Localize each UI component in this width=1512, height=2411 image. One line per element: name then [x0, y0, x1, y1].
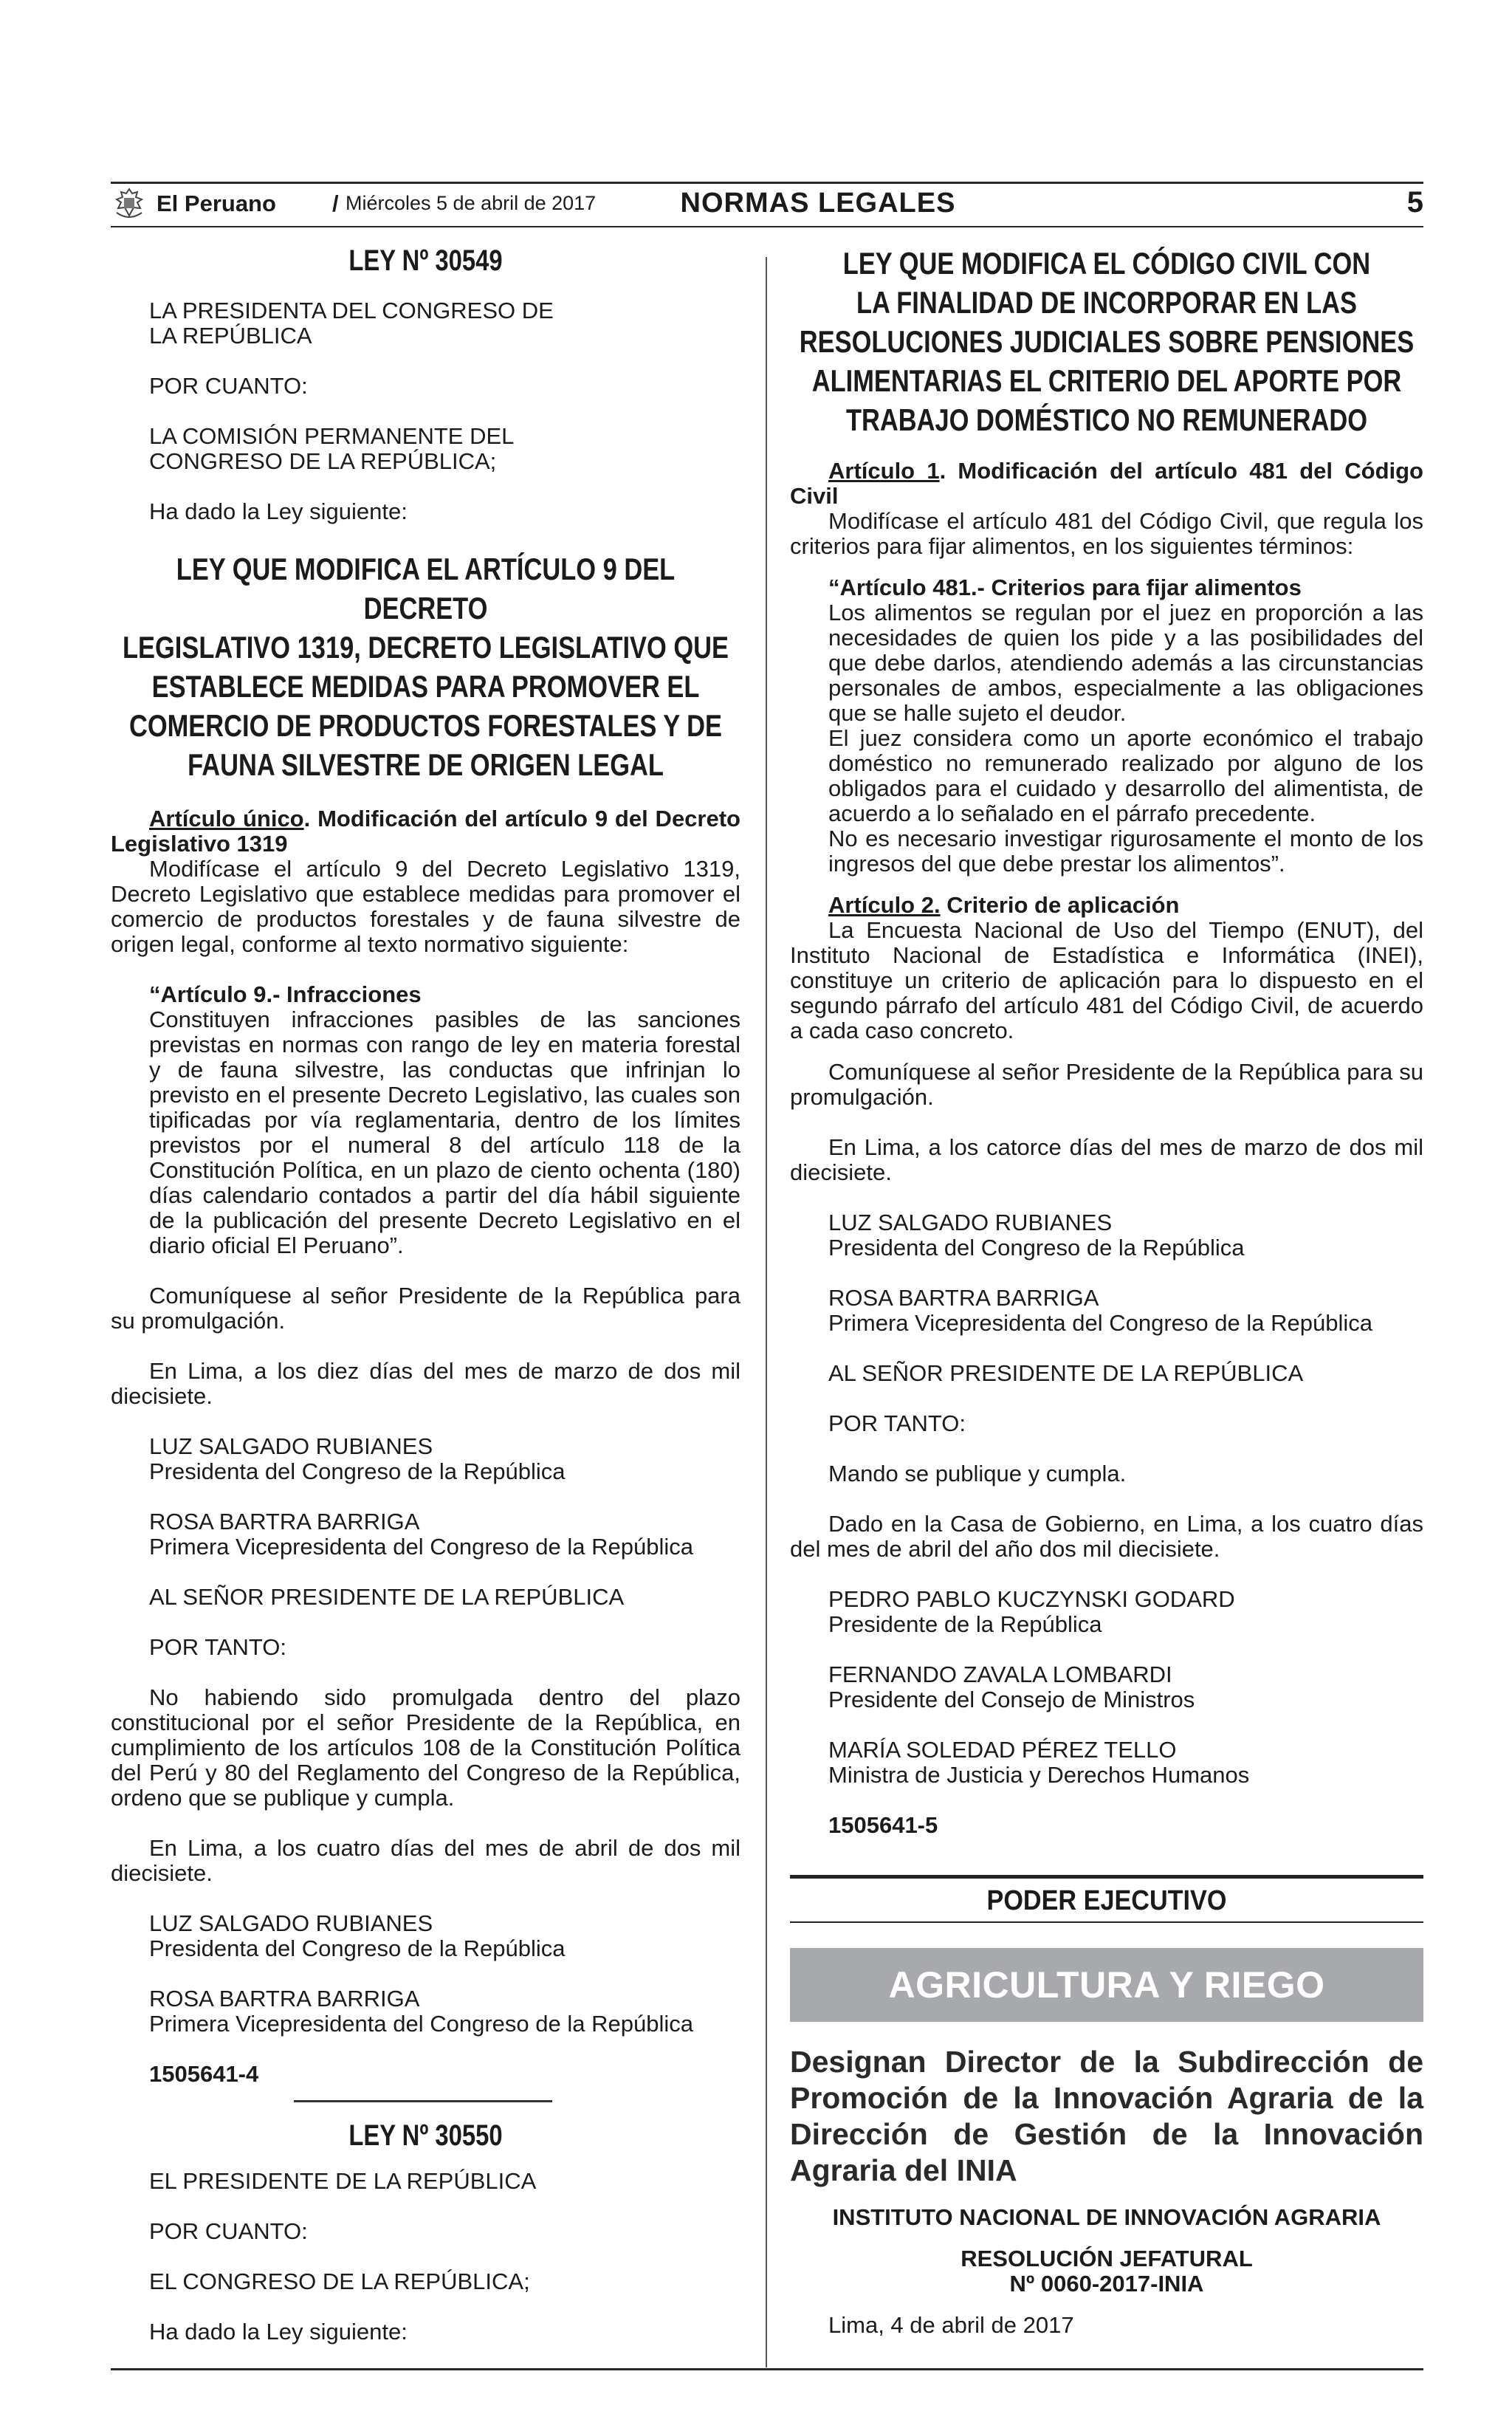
poder-ejecutivo-heading: PODER EJECUTIVO	[986, 1885, 1227, 1916]
law-title-line: TRABAJO DOMÉSTICO NO REMUNERADO	[845, 402, 1368, 437]
signatory-name: FERNANDO ZAVALA LOMBARDI	[828, 1661, 1172, 1687]
signatory-name: ROSA BARTRA BARRIGA	[149, 1986, 420, 2012]
article-label: Artículo único	[149, 806, 304, 831]
law-title-line: COMERCIO DE PRODUCTOS FORESTALES Y DE	[128, 708, 723, 743]
left-column	[111, 244, 740, 2345]
issue-date: Miércoles 5 de abril de 2017	[346, 192, 597, 214]
article-2-label: Artículo 2.	[828, 892, 941, 918]
presidenta-line-2: LA REPÚBLICA	[149, 323, 312, 349]
signatory-title: Presidenta del Congreso de la República	[149, 1935, 566, 1961]
en-lima-date: En Lima, a los cuatro días del mes de abril de dos mil diecisiete.	[111, 1835, 740, 1886]
law-title	[113, 549, 738, 784]
article-heading-text: . Modificación del artículo 9 del Decreto Legislativo 1319	[111, 806, 740, 857]
signatory-title: Ministra de Justicia y Derechos Humanos	[828, 1762, 1250, 1788]
quote-heading: “Artículo 9.- Infracciones	[149, 981, 422, 1007]
header-top-rule	[111, 182, 1423, 184]
quote-paragraph: El juez considera como un aporte económico el trabajo doméstico no remunerado realizado por alguno de los obligados para el cuidado y desarrollo del alimentista, de acuerdo a lo señalado en el párrafo precedente.	[828, 725, 1423, 826]
column-divider	[766, 257, 767, 2367]
por-tanto: POR TANTO:	[828, 1410, 966, 1436]
institute-name: INSTITUTO NACIONAL DE INNOVACIÓN AGRARIA	[832, 2204, 1381, 2230]
comuniquese: Comuníquese al señor Presidente de la República para su promulgación.	[111, 1283, 740, 1334]
article-1-body: Modifícase el artículo 481 del Código Civil, que regula los criterios para fijar alimentos, en los siguientes términos:	[790, 508, 1423, 559]
right-column	[790, 244, 1423, 2338]
comision-line-2: CONGRESO DE LA REPÚBLICA;	[149, 448, 497, 474]
resolution-type: RESOLUCIÓN JEFATURAL	[961, 2246, 1253, 2271]
signatory-title: Presidenta del Congreso de la República	[828, 1235, 1245, 1261]
resolution-title: Designan Director de la Subdirección de Promoción de la Innovación Agraria de la Dirección de Gestión de la Innovación Agraria del INIA	[790, 2045, 1423, 2187]
law-title-line: LEGISLATIVO 1319, DECRETO LEGISLATIVO QUE	[123, 630, 729, 665]
en-lima-date: En Lima, a los diez días del mes de marzo de dos mil diecisiete.	[111, 1358, 740, 1409]
header-slash: /	[332, 191, 339, 216]
law-title-line: LA FINALIDAD DE INCORPORAR EN LAS	[856, 285, 1357, 320]
signatory-name: LUZ SALGADO RUBIANES	[149, 1910, 433, 1936]
congreso-line: EL CONGRESO DE LA REPÚBLICA;	[149, 2268, 530, 2294]
law-title-line: LEY QUE MODIFICA EL ARTÍCULO 9 DEL DECRETO	[176, 552, 676, 625]
signatory-title: Presidente del Consejo de Ministros	[828, 1687, 1195, 1712]
presidenta-line-1: LA PRESIDENTA DEL CONGRESO DE	[149, 298, 554, 323]
law-number-30549: LEY Nº 30549	[348, 244, 503, 277]
en-lima-date: En Lima, a los catorce días del mes de marzo de dos mil diecisiete.	[790, 1134, 1423, 1185]
dado-en-casa-de-gobierno: Dado en la Casa de Gobierno, en Lima, a los cuatro días del mes de abril del año dos mil diecisiete.	[790, 1511, 1423, 1562]
quote-paragraph: Los alimentos se regulan por el juez en proporción a las necesidades de quien los pide y a las posibilidades del que debe darlos, atendiendo además a las circunstancias personales de ambos, especialmente a las obligaciones que se halle sujeto el deudor.	[828, 600, 1423, 726]
comuniquese: Comuníquese al señor Presidente de la República para su promulgación.	[790, 1059, 1423, 1110]
signatory-name: ROSA BARTRA BARRIGA	[828, 1285, 1099, 1311]
section-title: NORMAS LEGALES	[680, 188, 956, 219]
quote-paragraph: No es necesario investigar rigurosamente el monto de los ingresos del que debe prestar los alimentos”.	[828, 826, 1423, 877]
poder-ejecutivo-top-rule	[790, 1875, 1423, 1879]
mando-publique: Mando se publique y cumpla.	[828, 1461, 1127, 1486]
article-heading	[111, 806, 740, 857]
al-senor-presidente: AL SEÑOR PRESIDENTE DE LA REPÚBLICA	[149, 1584, 625, 1610]
coat-of-arms-icon	[111, 186, 148, 223]
article-2-heading-text: Criterio de aplicación	[940, 892, 1180, 918]
page-bottom-rule	[111, 2368, 1423, 2370]
signatory-name: PEDRO PABLO KUCZYNSKI GODARD	[828, 1586, 1235, 1612]
section-separator	[294, 2100, 552, 2102]
presidente-line: EL PRESIDENTE DE LA REPÚBLICA	[149, 2168, 537, 2194]
newspaper-name: El Peruano	[157, 191, 276, 216]
article-body: Modifícase el artículo 9 del Decreto Legislativo 1319, Decreto Legislativo que establece medidas para promover el comercio de productos forestales y de fauna silvestre de origen legal, conforme al texto normativo siguiente:	[111, 856, 740, 957]
law-title-line: LEY QUE MODIFICA EL CÓDIGO CIVIL CON	[842, 246, 1371, 281]
signatory-title: Presidente de la República	[828, 1611, 1102, 1637]
por-cuanto: POR CUANTO:	[149, 2218, 308, 2244]
signatory-name: LUZ SALGADO RUBIANES	[828, 1210, 1113, 1235]
page-number: 5	[1406, 186, 1423, 219]
publication-code: 1505641-4	[149, 2061, 259, 2087]
quote-body: Constituyen infracciones pasibles de las sanciones previstas en normas con rango de ley en materia forestal y de fauna silvestre, las conductas que infrinjan lo previsto en el presente Decreto Legislativo, las cuales son tipificadas por vía reglamentaria, dentro de los límites previstos por el numeral 8 del artículo 118 de la Constitución Política, en un plazo de ciento ochenta (180) días calendario contados a partir del día hábil siguiente de la publicación del presente Decreto Legislativo en el diario oficial El Peruano”.	[149, 1006, 740, 1258]
por-cuanto: POR CUANTO:	[149, 373, 308, 399]
article-1-heading-text: . Modificación del artículo 481 del Código Civil	[790, 458, 1423, 509]
comision-line-1: LA COMISIÓN PERMANENTE DEL	[149, 423, 515, 449]
signatory-title: Primera Vicepresidenta del Congreso de la República	[828, 1310, 1372, 1336]
law-number-30550: LEY Nº 30550	[348, 2119, 503, 2152]
signatory-name: LUZ SALGADO RUBIANES	[149, 1433, 433, 1459]
law-title-line: FAUNA SILVESTRE DE ORIGEN LEGAL	[188, 747, 664, 782]
page-header	[111, 186, 1423, 224]
article-1-label: Artículo 1	[828, 458, 940, 484]
signatory-title: Presidenta del Congreso de la República	[149, 1458, 566, 1484]
poder-ejecutivo-bottom-rule	[790, 1921, 1423, 1923]
quote-heading: “Artículo 481.- Criterios para fijar alimentos	[828, 575, 1302, 600]
article-1-heading	[790, 459, 1423, 509]
article-2-body: La Encuesta Nacional de Uso del Tiempo (ENUT), del Instituto Nacional de Estadística e Informática (INEI), constituye un criterio de aplicación para lo dispuesto en el segundo párrafo del artículo 481 del Código Civil, de acuerdo a cada caso concreto.	[790, 917, 1423, 1043]
signatory-name: MARÍA SOLEDAD PÉREZ TELLO	[828, 1737, 1177, 1763]
signatory-title: Primera Vicepresidenta del Congreso de la República	[149, 1534, 693, 1560]
resolution-number: Nº 0060-2017-INIA	[1009, 2271, 1204, 2297]
no-habiendo: No habiendo sido promulgada dentro del plazo constitucional por el señor Presidente de la República, en cumplimiento de los artículos 108 de la Constitución Política del Perú y 80 del Reglamento del Congreso de la República, ordeno que se publique y cumpla.	[111, 1684, 740, 1811]
signatory-name: ROSA BARTRA BARRIGA	[149, 1509, 420, 1534]
law-title-line: RESOLUCIONES JUDICIALES SOBRE PENSIONES	[799, 324, 1415, 359]
publication-code: 1505641-5	[828, 1812, 938, 1838]
ha-dado: Ha dado la Ley siguiente:	[149, 498, 408, 524]
resolution-date: Lima, 4 de abril de 2017	[828, 2312, 1074, 2338]
signatory-title: Primera Vicepresidenta del Congreso de la República	[149, 2011, 693, 2037]
law-title	[792, 244, 1420, 439]
header-bottom-rule	[111, 226, 1423, 227]
por-tanto: POR TANTO:	[149, 1634, 287, 1660]
law-title-line: ESTABLECE MEDIDAS PARA PROMOVER EL	[151, 669, 700, 704]
sector-title: AGRICULTURA Y RIEGO	[888, 1964, 1325, 2006]
ha-dado: Ha dado la Ley siguiente:	[149, 2319, 408, 2345]
sector-banner	[790, 1948, 1423, 2022]
law-title-line: ALIMENTARIAS EL CRITERIO DEL APORTE POR	[811, 363, 1402, 398]
article-2-heading	[790, 893, 1423, 918]
al-senor-presidente: AL SEÑOR PRESIDENTE DE LA REPÚBLICA	[828, 1360, 1304, 1386]
